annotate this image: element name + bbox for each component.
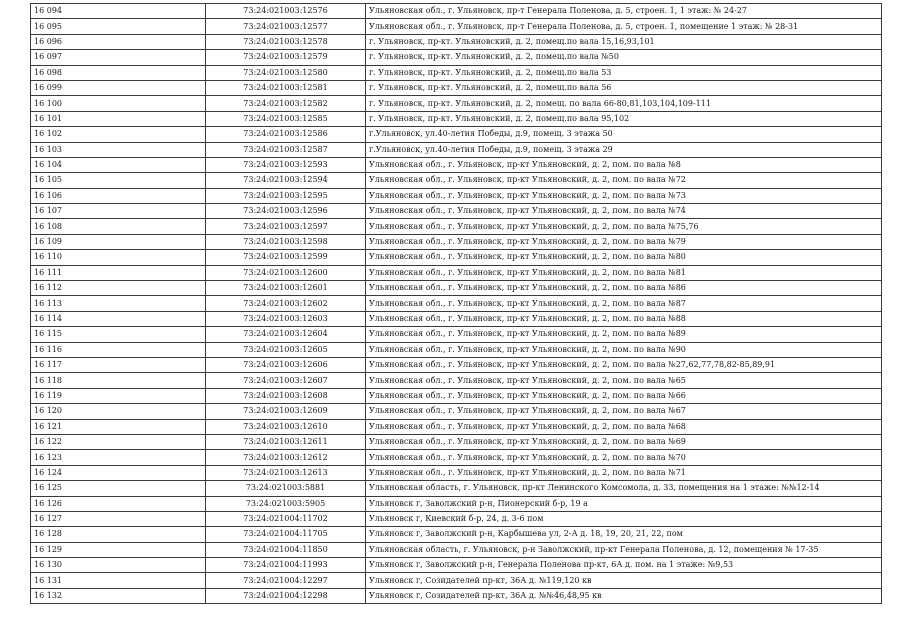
address-cell: Ульяновская обл., г. Ульяновск, пр-кт Ульяновский, д. 2, пом. по вала №81 bbox=[366, 265, 882, 280]
row-number-cell: 16 112 bbox=[31, 281, 206, 296]
cadastral-number-cell: 73:24:021003:12581 bbox=[206, 80, 366, 95]
row-number-cell: 16 104 bbox=[31, 157, 206, 172]
table-row bbox=[31, 50, 882, 65]
address-cell: Ульяновская обл., г. Ульяновск, пр-т Генерала Поленова, д. 5, строен. 1, 1 этаж: № 24-27 bbox=[366, 4, 882, 19]
table-row bbox=[31, 496, 882, 511]
address-cell: Ульяновская обл., г. Ульяновск, пр-кт Ульяновский, д. 2, пом. по вала №70 bbox=[366, 450, 882, 465]
row-number-cell: 16 103 bbox=[31, 142, 206, 157]
row-number-cell: 16 105 bbox=[31, 173, 206, 188]
table-row bbox=[31, 357, 882, 372]
cadastral-number-cell: 73:24:021004:11850 bbox=[206, 542, 366, 557]
cadastral-number-cell: 73:24:021003:5905 bbox=[206, 496, 366, 511]
table-row bbox=[31, 327, 882, 342]
address-cell: г. Ульяновск, пр-кт. Ульяновский, д. 2, помещ. по вала 66-80,81,103,104,109-111 bbox=[366, 96, 882, 111]
row-number-cell: 16 100 bbox=[31, 96, 206, 111]
cadastral-number-cell: 73:24:021003:12607 bbox=[206, 373, 366, 388]
table-row bbox=[31, 527, 882, 542]
table-row bbox=[31, 265, 882, 280]
cadastral-number-cell: 73:24:021003:12604 bbox=[206, 327, 366, 342]
address-cell: Ульяновская обл., г. Ульяновск, пр-кт Ульяновский, д. 2, пом. по вала №72 bbox=[366, 173, 882, 188]
address-cell: Ульяновская обл., г. Ульяновск, пр-кт Ульяновский, д. 2, пом. по вала №86 bbox=[366, 281, 882, 296]
row-number-cell: 16 124 bbox=[31, 465, 206, 480]
cadastral-number-cell: 73:24:021003:12577 bbox=[206, 19, 366, 34]
row-number-cell: 16 102 bbox=[31, 127, 206, 142]
address-cell: Ульяновская обл., г. Ульяновск, пр-кт Ульяновский, д. 2, пом. по вала №69 bbox=[366, 434, 882, 449]
row-number-cell: 16 116 bbox=[31, 342, 206, 357]
row-number-cell: 16 119 bbox=[31, 388, 206, 403]
row-number-cell: 16 130 bbox=[31, 558, 206, 573]
table-row bbox=[31, 311, 882, 326]
address-cell: Ульяновская обл., г. Ульяновск, пр-кт Ульяновский, д. 2, пом. по вала №75,76 bbox=[366, 219, 882, 234]
table-row bbox=[31, 434, 882, 449]
cadastral-number-cell: 73:24:021003:12594 bbox=[206, 173, 366, 188]
address-cell: Ульяновская обл., г. Ульяновск, пр-кт Ульяновский, д. 2, пом. по вала №68 bbox=[366, 419, 882, 434]
address-cell: Ульяновская обл., г. Ульяновск, пр-кт Ульяновский, д. 2, пом. по вала №89 bbox=[366, 327, 882, 342]
table-row bbox=[31, 542, 882, 557]
cadastral-number-cell: 73:24:021004:11705 bbox=[206, 527, 366, 542]
cadastral-number-cell: 73:24:021003:5881 bbox=[206, 481, 366, 496]
row-number-cell: 16 098 bbox=[31, 65, 206, 80]
table-row bbox=[31, 19, 882, 34]
row-number-cell: 16 122 bbox=[31, 434, 206, 449]
cadastral-number-cell: 73:24:021003:12595 bbox=[206, 188, 366, 203]
address-cell: Ульяновск г, Созидателей пр-кт, 36А д. №119,120 кв bbox=[366, 573, 882, 588]
row-number-cell: 16 127 bbox=[31, 511, 206, 526]
row-number-cell: 16 109 bbox=[31, 234, 206, 249]
row-number-cell: 16 097 bbox=[31, 50, 206, 65]
row-number-cell: 16 099 bbox=[31, 80, 206, 95]
registry-table bbox=[30, 3, 882, 604]
address-cell: г.Ульяновск, ул.40-летия Победы, д.9, помещ. 3 этажа 50 bbox=[366, 127, 882, 142]
table-row bbox=[31, 219, 882, 234]
cadastral-number-cell: 73:24:021003:12597 bbox=[206, 219, 366, 234]
table-row bbox=[31, 234, 882, 249]
address-cell: Ульяновская обл., г. Ульяновск, пр-кт Ульяновский, д. 2, пом. по вала №87 bbox=[366, 296, 882, 311]
table-row bbox=[31, 142, 882, 157]
row-number-cell: 16 131 bbox=[31, 573, 206, 588]
table-row bbox=[31, 465, 882, 480]
row-number-cell: 16 095 bbox=[31, 19, 206, 34]
table-row bbox=[31, 373, 882, 388]
address-cell: г. Ульяновск, пр-кт. Ульяновский, д. 2, помещ.по вала 15,16,93,101 bbox=[366, 34, 882, 49]
table-row bbox=[31, 481, 882, 496]
row-number-cell: 16 118 bbox=[31, 373, 206, 388]
address-cell: Ульяновская область, г. Ульяновск, р-н Заволжский, пр-кт Генерала Поленова, д. 12, помещения № 17-35 bbox=[366, 542, 882, 557]
row-number-cell: 16 132 bbox=[31, 588, 206, 603]
cadastral-number-cell: 73:24:021004:12297 bbox=[206, 573, 366, 588]
address-cell: Ульяновская обл., г. Ульяновск, пр-кт Ульяновский, д. 2, пом. по вала №79 bbox=[366, 234, 882, 249]
address-cell: Ульяновск г, Заволжский р-н, Карбышева ул, 2-А д. 18, 19, 20, 21, 22, пом bbox=[366, 527, 882, 542]
cadastral-number-cell: 73:24:021003:12585 bbox=[206, 111, 366, 126]
address-cell: Ульяновская обл., г. Ульяновск, пр-кт Ульяновский, д. 2, пом. по вала №65 bbox=[366, 373, 882, 388]
registry-table-body bbox=[31, 4, 882, 604]
table-row bbox=[31, 573, 882, 588]
cadastral-number-cell: 73:24:021003:12587 bbox=[206, 142, 366, 157]
table-row bbox=[31, 281, 882, 296]
cadastral-number-cell: 73:24:021003:12600 bbox=[206, 265, 366, 280]
table-row bbox=[31, 342, 882, 357]
row-number-cell: 16 101 bbox=[31, 111, 206, 126]
table-row bbox=[31, 204, 882, 219]
row-number-cell: 16 108 bbox=[31, 219, 206, 234]
address-cell: г.Ульяновск, ул.40-летия Победы, д.9, помещ. 3 этажа 29 bbox=[366, 142, 882, 157]
address-cell: г. Ульяновск, пр-кт. Ульяновский, д. 2, помещ.по вала 53 bbox=[366, 65, 882, 80]
cadastral-number-cell: 73:24:021003:12599 bbox=[206, 250, 366, 265]
table-row bbox=[31, 188, 882, 203]
row-number-cell: 16 125 bbox=[31, 481, 206, 496]
cadastral-number-cell: 73:24:021003:12609 bbox=[206, 404, 366, 419]
table-row bbox=[31, 419, 882, 434]
table-row bbox=[31, 404, 882, 419]
cadastral-number-cell: 73:24:021003:12576 bbox=[206, 4, 366, 19]
row-number-cell: 16 110 bbox=[31, 250, 206, 265]
table-row bbox=[31, 388, 882, 403]
cadastral-number-cell: 73:24:021003:12602 bbox=[206, 296, 366, 311]
address-cell: Ульяновская обл., г. Ульяновск, пр-кт Ульяновский, д. 2, пом. по вала №67 bbox=[366, 404, 882, 419]
row-number-cell: 16 094 bbox=[31, 4, 206, 19]
cadastral-number-cell: 73:24:021003:12586 bbox=[206, 127, 366, 142]
address-cell: Ульяновск г, Созидателей пр-кт, 36А д. №№46,48,95 кв bbox=[366, 588, 882, 603]
address-cell: Ульяновская область, г. Ульяновск, пр-кт Ленинского Комсомола, д. 33, помещения на 1 этаже: №№12-14 bbox=[366, 481, 882, 496]
address-cell: г. Ульяновск, пр-кт. Ульяновский, д. 2, помещ.по вала 95,102 bbox=[366, 111, 882, 126]
cadastral-number-cell: 73:24:021003:12613 bbox=[206, 465, 366, 480]
cadastral-number-cell: 73:24:021003:12606 bbox=[206, 357, 366, 372]
row-number-cell: 16 107 bbox=[31, 204, 206, 219]
table-row bbox=[31, 157, 882, 172]
table-row bbox=[31, 96, 882, 111]
cadastral-number-cell: 73:24:021003:12610 bbox=[206, 419, 366, 434]
table-row bbox=[31, 34, 882, 49]
address-cell: Ульяновская обл., г. Ульяновск, пр-т Генерала Поленова, д. 5, строен. 1, помещение 1 этаж: № 28-31 bbox=[366, 19, 882, 34]
table-row bbox=[31, 450, 882, 465]
table-row bbox=[31, 511, 882, 526]
address-cell: Ульяновская обл., г. Ульяновск, пр-кт Ульяновский, д. 2, пом. по вала №88 bbox=[366, 311, 882, 326]
cadastral-number-cell: 73:24:021004:11993 bbox=[206, 558, 366, 573]
cadastral-number-cell: 73:24:021003:12582 bbox=[206, 96, 366, 111]
row-number-cell: 16 106 bbox=[31, 188, 206, 203]
row-number-cell: 16 115 bbox=[31, 327, 206, 342]
row-number-cell: 16 121 bbox=[31, 419, 206, 434]
cadastral-number-cell: 73:24:021003:12578 bbox=[206, 34, 366, 49]
cadastral-number-cell: 73:24:021003:12612 bbox=[206, 450, 366, 465]
row-number-cell: 16 123 bbox=[31, 450, 206, 465]
table-row bbox=[31, 80, 882, 95]
cadastral-number-cell: 73:24:021003:12603 bbox=[206, 311, 366, 326]
cadastral-number-cell: 73:24:021003:12611 bbox=[206, 434, 366, 449]
cadastral-number-cell: 73:24:021003:12593 bbox=[206, 157, 366, 172]
cadastral-number-cell: 73:24:021004:12298 bbox=[206, 588, 366, 603]
table-row bbox=[31, 65, 882, 80]
table-row bbox=[31, 250, 882, 265]
table-row bbox=[31, 296, 882, 311]
table-row bbox=[31, 111, 882, 126]
address-cell: Ульяновская обл., г. Ульяновск, пр-кт Ульяновский, д. 2, пом. по вала №27,62,77,78,82-85,89,91 bbox=[366, 357, 882, 372]
cadastral-number-cell: 73:24:021003:12608 bbox=[206, 388, 366, 403]
row-number-cell: 16 120 bbox=[31, 404, 206, 419]
cadastral-number-cell: 73:24:021004:11702 bbox=[206, 511, 366, 526]
cadastral-number-cell: 73:24:021003:12598 bbox=[206, 234, 366, 249]
row-number-cell: 16 096 bbox=[31, 34, 206, 49]
row-number-cell: 16 111 bbox=[31, 265, 206, 280]
address-cell: г. Ульяновск, пр-кт. Ульяновский, д. 2, помещ.по вала №50 bbox=[366, 50, 882, 65]
address-cell: Ульяновская обл., г. Ульяновск, пр-кт Ульяновский, д. 2, пом. по вала №80 bbox=[366, 250, 882, 265]
cadastral-number-cell: 73:24:021003:12596 bbox=[206, 204, 366, 219]
table-row bbox=[31, 558, 882, 573]
cadastral-number-cell: 73:24:021003:12605 bbox=[206, 342, 366, 357]
row-number-cell: 16 129 bbox=[31, 542, 206, 557]
address-cell: Ульяновск г, Киевский б-р, 24, д. 3-6 пом bbox=[366, 511, 882, 526]
address-cell: г. Ульяновск, пр-кт. Ульяновский, д. 2, помещ.по вала 56 bbox=[366, 80, 882, 95]
table-row bbox=[31, 127, 882, 142]
row-number-cell: 16 128 bbox=[31, 527, 206, 542]
address-cell: Ульяновск г, Заволжский р-н, Пионерский б-р, 19 а bbox=[366, 496, 882, 511]
cadastral-number-cell: 73:24:021003:12579 bbox=[206, 50, 366, 65]
address-cell: Ульяновская обл., г. Ульяновск, пр-кт Ульяновский, д. 2, пом. по вала №71 bbox=[366, 465, 882, 480]
cadastral-number-cell: 73:24:021003:12601 bbox=[206, 281, 366, 296]
address-cell: Ульяновская обл., г. Ульяновск, пр-кт Ульяновский, д. 2, пом. по вала №8 bbox=[366, 157, 882, 172]
address-cell: Ульяновская обл., г. Ульяновск, пр-кт Ульяновский, д. 2, пом. по вала №74 bbox=[366, 204, 882, 219]
row-number-cell: 16 126 bbox=[31, 496, 206, 511]
address-cell: Ульяновская обл., г. Ульяновск, пр-кт Ульяновский, д. 2, пом. по вала №66 bbox=[366, 388, 882, 403]
row-number-cell: 16 113 bbox=[31, 296, 206, 311]
table-row bbox=[31, 173, 882, 188]
address-cell: Ульяновская обл., г. Ульяновск, пр-кт Ульяновский, д. 2, пом. по вала №73 bbox=[366, 188, 882, 203]
address-cell: Ульяновск г, Заволжский р-н, Генерала Поленова пр-кт, 6А д. пом. на 1 этаже: №9,53 bbox=[366, 558, 882, 573]
table-row bbox=[31, 588, 882, 603]
row-number-cell: 16 114 bbox=[31, 311, 206, 326]
cadastral-number-cell: 73:24:021003:12580 bbox=[206, 65, 366, 80]
address-cell: Ульяновская обл., г. Ульяновск, пр-кт Ульяновский, д. 2, пом. по вала №90 bbox=[366, 342, 882, 357]
row-number-cell: 16 117 bbox=[31, 357, 206, 372]
table-row bbox=[31, 4, 882, 19]
